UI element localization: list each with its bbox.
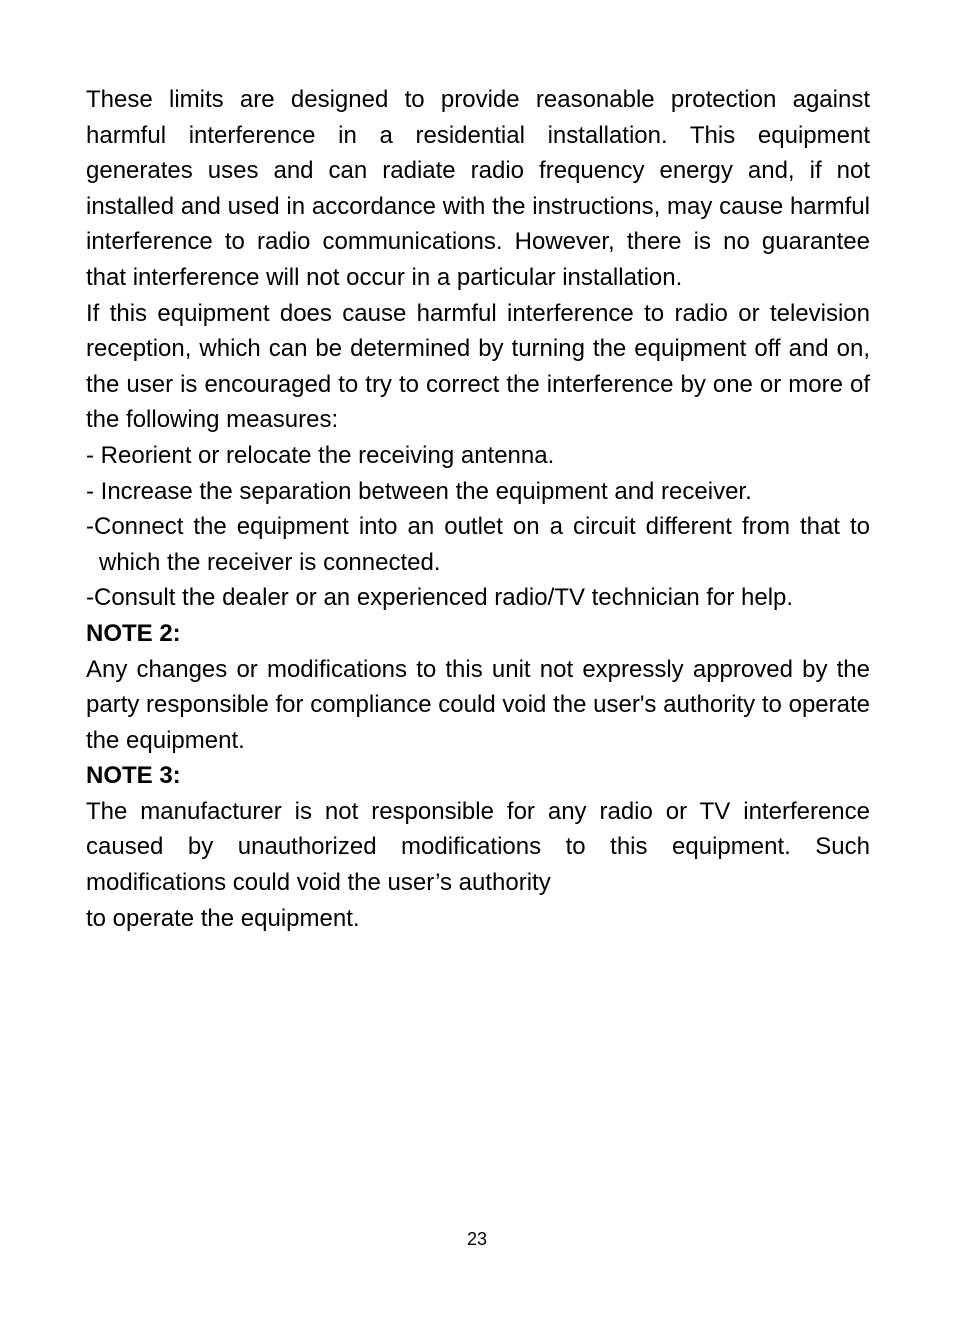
measure-item: - Increase the separation between the equipment and receiver. bbox=[86, 477, 752, 505]
paragraph-limits: These limits are designed to provide reasonable protection against harmful interference in a residential installation. This equipment generates uses and can radiate radio frequency energy and, if not installed and used in accordance with the instructions, may cause harmful interference to radio communications. However, there is no guarantee that interference will not occur in a particular installation. bbox=[86, 86, 870, 291]
paragraph-interference-measures: If this equipment does cause harmful interference to radio or television reception, which can be determined by turning the equipment off and on, the user is encouraged to try to correct the interference by one or more of the following measures: bbox=[86, 299, 870, 434]
note-3-heading: NOTE 3: bbox=[86, 762, 181, 790]
note-3-closing: to operate the equipment. bbox=[86, 904, 360, 932]
note-2-body: Any changes or modifications to this unit not expressly approved by the party responsible for compliance could void the user's authority to operate the equipment. bbox=[86, 655, 870, 754]
measure-item: -Connect the equipment into an outlet on a circuit different from that to which the receiver is connected. bbox=[86, 513, 870, 576]
measure-item: -Consult the dealer or an experienced radio/TV technician for help. bbox=[86, 584, 794, 612]
note-3-body: The manufacturer is not responsible for any radio or TV interference caused by unauthorized modifications to this equipment. Such modifications could void the user’s authority bbox=[86, 797, 870, 897]
page-number: 23 bbox=[466, 1229, 488, 1249]
note-2-heading: NOTE 2: bbox=[86, 619, 181, 647]
document-body bbox=[86, 82, 870, 936]
measure-item: - Reorient or relocate the receiving antenna. bbox=[86, 441, 555, 469]
